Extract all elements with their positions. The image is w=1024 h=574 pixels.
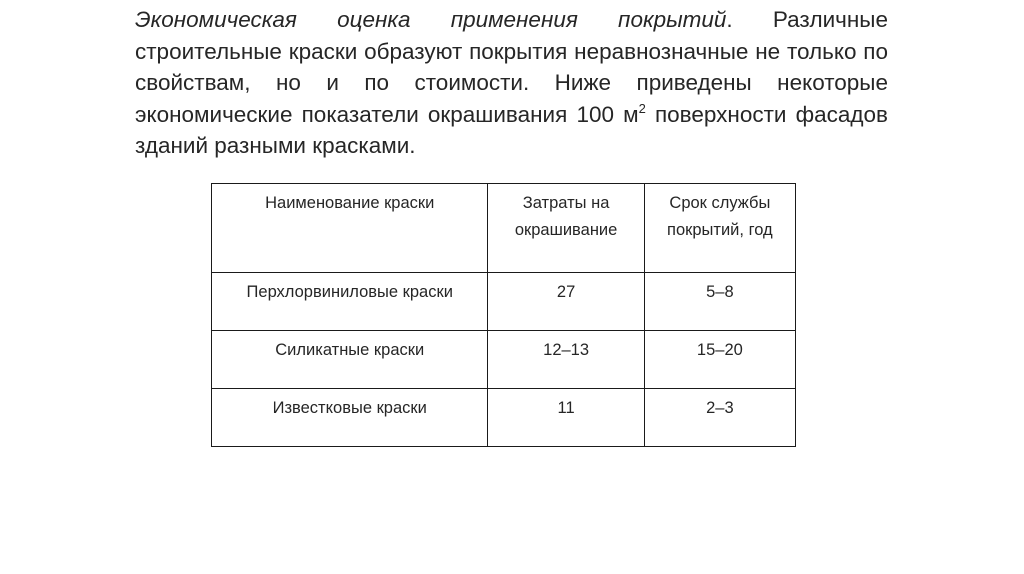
paragraph-body: . Различные строительные краски образуют покрытия неравнозначные не только по свойствам, но и по стоимости. Ниже приведены некоторые экономические показатели окрашивания 100 м <box>135 7 888 127</box>
cell-cost: 12–13 <box>488 331 644 389</box>
paint-economics-table <box>211 183 796 447</box>
header-service-life: Срок службы покрытий, год <box>644 184 795 273</box>
cell-paint-name: Перхлорвиниловые краски <box>212 273 488 331</box>
table-row <box>212 331 796 389</box>
paragraph-lead-italic: Экономическая оценка применения покрытий <box>135 7 727 32</box>
cell-paint-name: Силикатные краски <box>212 331 488 389</box>
cell-cost: 27 <box>488 273 644 331</box>
intro-paragraph <box>135 4 888 162</box>
paragraph-body-end: поверхности фасадов зданий разными красками. <box>135 101 888 158</box>
cell-paint-name: Известковые краски <box>212 389 488 447</box>
cell-cost: 11 <box>488 389 644 447</box>
table-row <box>212 273 796 331</box>
cell-service-life: 15–20 <box>644 331 795 389</box>
cell-service-life: 2–3 <box>644 389 795 447</box>
cell-service-life: 5–8 <box>644 273 795 331</box>
superscript-2: 2 <box>638 100 646 116</box>
header-paint-name: Наименование краски <box>212 184 488 273</box>
table-row <box>212 389 796 447</box>
table-header-row <box>212 184 796 273</box>
header-cost: Затраты на окрашивание <box>488 184 644 273</box>
